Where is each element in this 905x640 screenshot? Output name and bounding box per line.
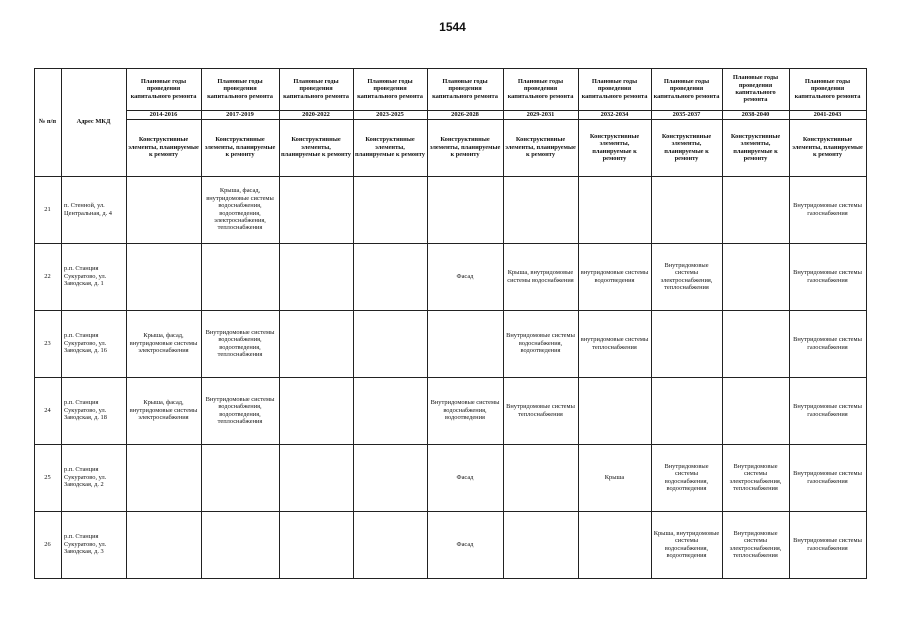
grid-line-horizontal — [34, 444, 867, 445]
row-cell: Фасад — [456, 540, 474, 548]
row-cell — [651, 176, 722, 243]
row-cell — [427, 310, 503, 377]
row-address: р.п. Станция Сукуратово, ул. Заводская, д. 18 — [64, 399, 107, 422]
header-elements: Конструктивные элементы, планируемые к ремонту — [589, 132, 640, 162]
row-cell — [126, 444, 201, 511]
row-cell: Внутридомовые системы водоснабжения, водоотведения — [430, 399, 500, 422]
header-period: 2032-2034 — [600, 110, 629, 118]
grid-line-vertical — [126, 68, 127, 579]
row-cell: Внутридомовые системы газоснабжения — [793, 537, 862, 552]
row-cell: Внутридомовые системы водоснабжения, водоотведения — [506, 332, 575, 355]
row-cell: Крыша, внутридомовые системы водоснабжения — [507, 269, 574, 284]
header-period: 2023-2025 — [376, 110, 404, 118]
grid-line-vertical — [201, 68, 202, 579]
row-cell — [279, 176, 353, 243]
row-cell — [578, 176, 651, 243]
header-elements: Конструктивные элементы, планируемые к ремонту — [792, 136, 863, 159]
grid-line-vertical — [578, 68, 579, 579]
row-cell: Крыша, фасад, внутридомовые системы водоснабжения, водоотведения, электроснабжения, теплоснабжения — [206, 187, 274, 232]
grid-line-vertical — [61, 68, 62, 579]
row-address: п. Стенной, ул. Центральная, д. 4 — [64, 202, 112, 217]
row-cell — [279, 444, 353, 511]
row-cell: Крыша, фасад, внутридомовые системы электроснабжения — [129, 399, 198, 422]
header-elements: Конструктивные элементы, планируемые к ремонту — [355, 136, 425, 159]
header-planned-years: Плановые годы проведения капитального ремонта — [283, 77, 349, 100]
row-cell: внутридомовые системы теплоснабжения — [580, 336, 649, 351]
row-cell — [651, 310, 722, 377]
grid-line-horizontal — [126, 119, 867, 120]
row-cell — [353, 377, 427, 444]
grid-line-horizontal — [126, 110, 867, 111]
row-cell — [126, 511, 201, 578]
row-number: 21 — [44, 205, 51, 213]
grid-line-vertical — [353, 68, 354, 579]
row-cell — [353, 310, 427, 377]
row-cell: Внутридомовые системы газоснабжения — [793, 336, 862, 351]
header-period: 2020-2022 — [302, 110, 330, 118]
row-number: 25 — [44, 473, 51, 481]
row-cell: Внутридомовые системы электроснабжения, теплоснабжения — [729, 529, 782, 559]
header-address: Адрес МКД — [76, 118, 111, 126]
row-cell: Фасад — [456, 272, 474, 280]
header-planned-years: Плановые годы проведения капитального ремонта — [732, 74, 779, 104]
row-cell — [503, 176, 578, 243]
row-cell: Внутридомовые системы газоснабжения — [793, 470, 862, 485]
header-period: 2014-2016 — [149, 110, 178, 118]
header-elements: Конструктивные элементы, планируемые к ремонту — [281, 136, 351, 159]
grid-line-horizontal — [34, 310, 867, 311]
grid-line-vertical — [34, 68, 35, 579]
row-cell: Крыша, фасад, внутридомовые системы электроснабжения — [129, 332, 198, 355]
header-elements: Конструктивные элементы, планируемые к ремонту — [730, 132, 781, 162]
row-cell — [578, 377, 651, 444]
row-cell — [353, 444, 427, 511]
header-planned-years: Плановые годы проведения капитального ремонта — [130, 77, 197, 100]
row-cell: Внутридомовые системы водоснабжения, водоотведения — [664, 462, 709, 492]
row-cell — [126, 176, 201, 243]
row-cell — [722, 176, 789, 243]
row-cell: Внутридомовые системы газоснабжения — [793, 269, 862, 284]
grid-line-vertical — [279, 68, 280, 579]
row-cell: Внутридомовые системы теплоснабжения — [506, 403, 575, 418]
row-cell — [279, 243, 353, 310]
row-cell: Внутридомовые системы электроснабжения, теплоснабжения — [660, 261, 713, 291]
header-planned-years: Плановые годы проведения капитального ремонта — [207, 77, 273, 100]
row-cell: Внутридомовые системы водоснабжения, водоотведения, теплоснабжения — [205, 395, 275, 425]
row-cell — [353, 511, 427, 578]
row-cell — [427, 176, 503, 243]
row-cell: внутридомовые системы водоотведения — [580, 269, 649, 284]
grid-line-horizontal — [34, 68, 867, 69]
grid-line-vertical — [866, 68, 867, 579]
row-address: р.п. Станция Сукуратово, ул. Заводская, д. 16 — [64, 332, 107, 355]
row-cell — [353, 176, 427, 243]
grid-line-horizontal — [34, 377, 867, 378]
header-period: 2041-2043 — [813, 110, 842, 118]
header-elements: Конструктивные элементы, планируемые к ремонту — [128, 136, 199, 159]
grid-line-horizontal — [34, 176, 867, 177]
row-cell — [201, 511, 279, 578]
header-planned-years: Плановые годы проведения капитального ремонта — [357, 77, 423, 100]
row-number: 22 — [44, 272, 51, 280]
row-address: р.п. Станция Сукуратово, ул. Заводская, д. 3 — [64, 533, 107, 556]
row-number: 24 — [44, 406, 51, 414]
grid-line-vertical — [789, 68, 790, 579]
row-cell — [279, 511, 353, 578]
grid-line-vertical — [427, 68, 428, 579]
row-cell — [722, 243, 789, 310]
repair-schedule-table — [34, 68, 866, 579]
row-cell — [503, 444, 578, 511]
row-address: р.п. Станция Сукуратово, ул. Заводская, д. 1 — [64, 265, 107, 288]
row-cell: Крыша — [604, 473, 625, 481]
row-cell — [722, 310, 789, 377]
header-elements: Конструктивные элементы, планируемые к ремонту — [429, 136, 501, 159]
header-planned-years: Плановые годы проведения капитального ремонта — [794, 77, 861, 100]
header-planned-years: Плановые годы проведения капитального ремонта — [432, 77, 498, 100]
row-cell: Фасад — [456, 473, 474, 481]
row-cell — [722, 377, 789, 444]
header-period: 2038-2040 — [741, 110, 770, 118]
row-cell — [651, 377, 722, 444]
header-period: 2017-2019 — [226, 110, 254, 118]
row-cell: Внутридомовые системы электроснабжения, теплоснабжения — [729, 462, 782, 492]
row-cell — [279, 377, 353, 444]
row-address: р.п. Станция Сукуратово, ул. Заводская, д. 2 — [64, 466, 107, 489]
header-period: 2029-2031 — [526, 110, 555, 118]
row-cell: Внутридомовые системы газоснабжения — [793, 403, 862, 418]
header-elements: Конструктивные элементы, планируемые к ремонту — [661, 132, 712, 162]
header-period: 2026-2028 — [451, 110, 479, 118]
header-num: № п/п — [38, 118, 57, 126]
grid-line-horizontal — [34, 578, 867, 579]
grid-line-vertical — [651, 68, 652, 579]
row-cell — [201, 243, 279, 310]
row-cell — [353, 243, 427, 310]
header-planned-years: Плановые годы проведения капитального ремонта — [653, 77, 720, 100]
header-planned-years: Плановые годы проведения капитального ремонта — [507, 77, 574, 100]
grid-line-vertical — [503, 68, 504, 579]
page-number: 1544 — [439, 20, 466, 34]
grid-line-vertical — [722, 68, 723, 579]
header-period: 2035-2037 — [672, 110, 701, 118]
row-cell — [126, 243, 201, 310]
header-elements: Конструктивные элементы, планируемые к ремонту — [204, 136, 276, 159]
row-cell — [201, 444, 279, 511]
row-number: 23 — [44, 339, 51, 347]
header-elements: Конструктивные элементы, планируемые к ремонту — [505, 136, 576, 159]
grid-line-horizontal — [34, 511, 867, 512]
header-planned-years: Плановые годы проведения капитального ремонта — [581, 77, 648, 100]
row-cell — [279, 310, 353, 377]
row-cell: Внутридомовые системы газоснабжения — [793, 202, 862, 217]
row-cell — [503, 511, 578, 578]
grid-line-horizontal — [34, 243, 867, 244]
row-number: 26 — [44, 540, 51, 548]
row-cell — [578, 511, 651, 578]
row-cell: Крыша, внутридомовые системы водоснабжения, водоотведения — [653, 529, 720, 559]
row-cell: Внутридомовые системы водоснабжения, водоотведения, теплоснабжения — [205, 328, 275, 358]
